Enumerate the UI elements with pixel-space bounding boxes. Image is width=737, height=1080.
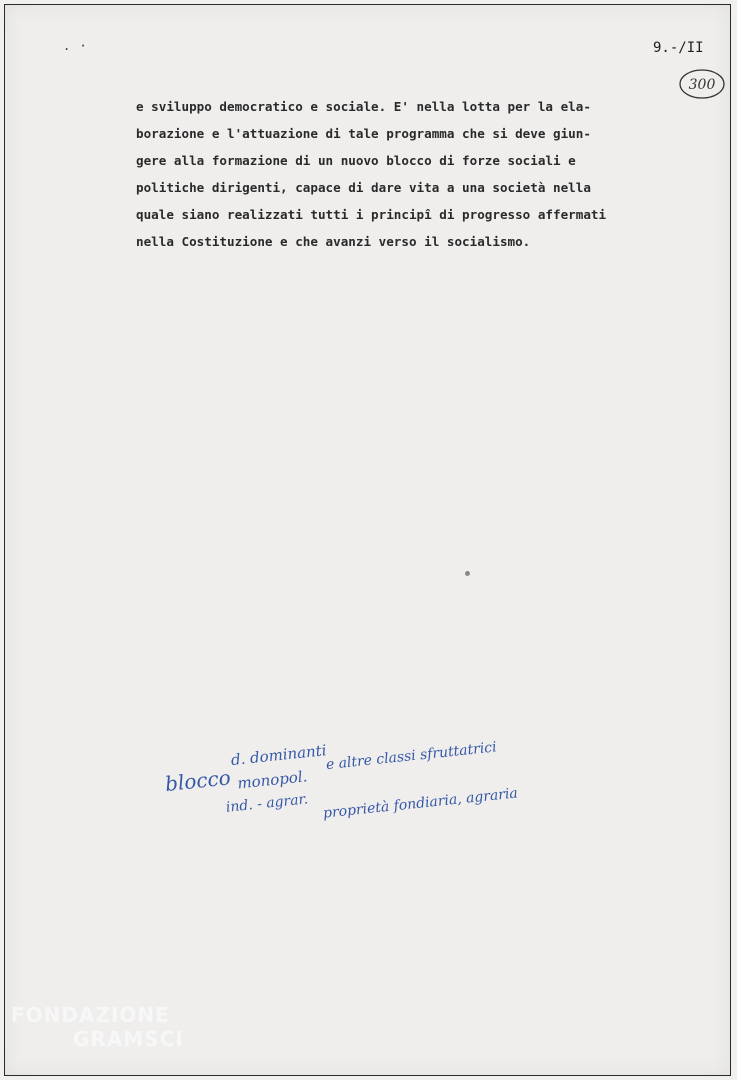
typed-paragraph — [136, 93, 696, 255]
page-number: 9.-/II — [653, 40, 704, 56]
watermark-line: GRAMSCI — [73, 1027, 184, 1051]
corner-marks: . · — [63, 39, 88, 53]
paragraph-line: quale siano realizzati tutti i principî di progresso affermati — [136, 207, 607, 222]
archive-stamp-number: 300 — [688, 77, 716, 93]
paper-speck — [465, 571, 470, 576]
handwritten-word: blocco — [163, 765, 232, 797]
archive-watermark — [11, 1003, 184, 1051]
document-page — [4, 4, 731, 1076]
handwritten-word: d. dominanti — [230, 741, 328, 770]
handwritten-word: ind. - agrar. — [225, 791, 309, 816]
watermark-line: FONDAZIONE — [11, 1003, 170, 1027]
paragraph-line: gere alla formazione di un nuovo blocco di forze sociali e — [136, 153, 576, 168]
paragraph-line: borazione e l'attuazione di tale programma che si deve giun- — [136, 126, 591, 141]
handwritten-annotation — [155, 703, 564, 854]
paragraph-line: nella Costituzione e che avanzi verso il socialismo. — [136, 234, 531, 249]
paragraph-line: e sviluppo democratico e sociale. E' nella lotta per la ela- — [136, 99, 591, 114]
handwritten-word: e altre classi sfruttatrici — [325, 739, 498, 774]
handwritten-word: proprietà fondiaria, agraria — [322, 785, 519, 822]
handwritten-word: monopol. — [236, 767, 309, 793]
paragraph-line: politiche dirigenti, capace di dare vita a una società nella — [136, 180, 591, 195]
